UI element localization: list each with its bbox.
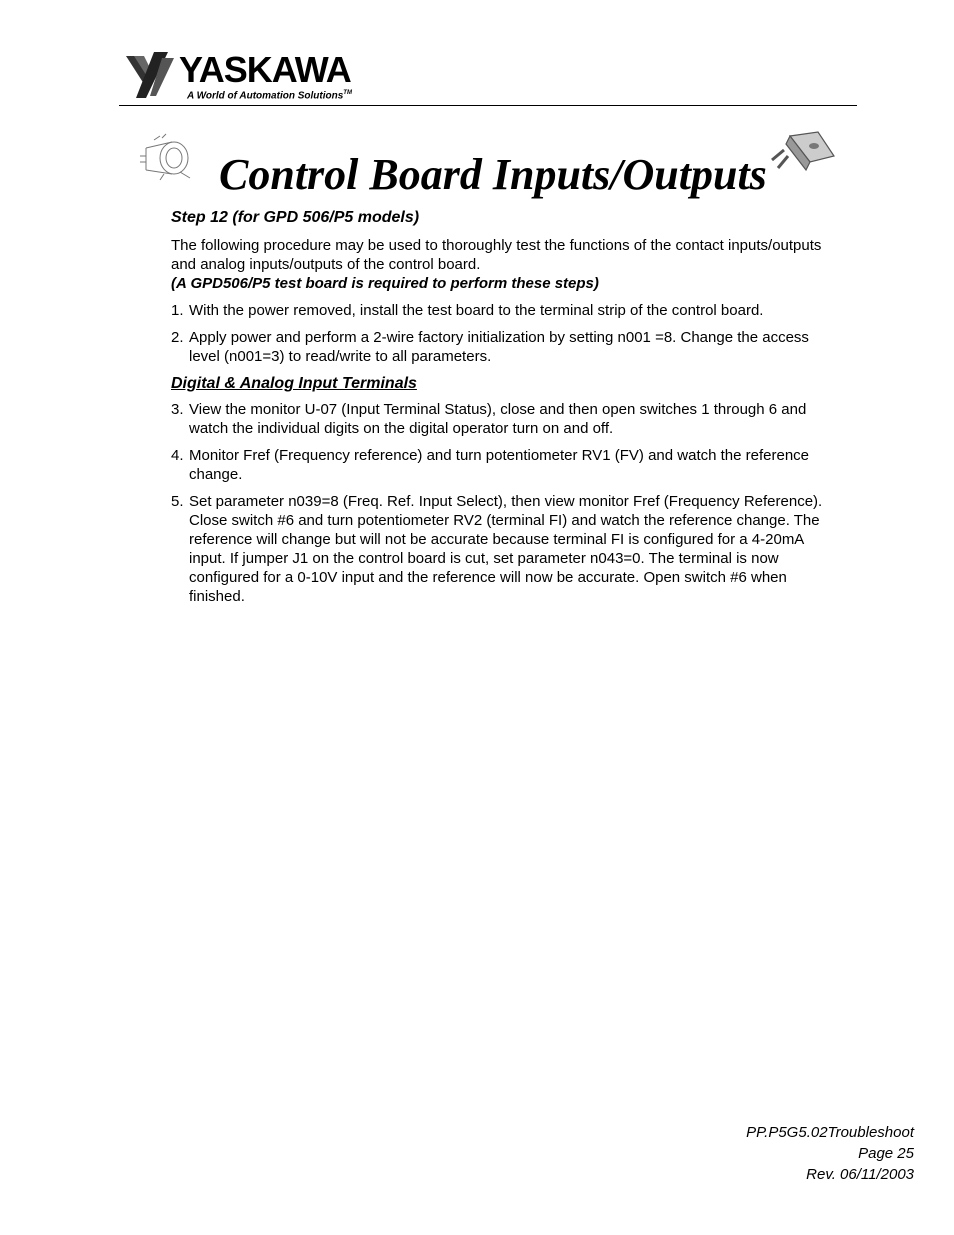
list-item [171,446,839,484]
list-item [171,492,839,606]
step-heading: Step 12 (for GPD 506/P5 models) [171,209,420,226]
list-item [171,328,839,366]
footer-revision: Rev. 06/11/2003 [806,1166,914,1183]
list-item-text: Monitor Fref (Frequency reference) and turn potentiometer RV1 (FV) and watch the reference change. [189,447,810,483]
list-item-text: View the monitor U-07 (Input Terminal Status), close and then open switches 1 through 6 and watch the individual digits on the digital operator turn on and off. [189,401,807,437]
list-item-number: 2. [171,329,184,346]
list-item [171,301,839,320]
list-item-text: Set parameter n039=8 (Freq. Ref. Input Select), then view monitor Fref (Frequency Reference). Close switch #6 and turn potentiometer RV2 (terminal FI) and watch the reference change. The reference will change but will not be accurate because terminal FI is configured for a 4-20mA input. If jumper J1 on the control board is cut, set parameter n043=0. The terminal is now configured for a 0-10V input and the reference will now be accurate. Open switch #6 when finished. [189,493,823,605]
page-footer [746,1122,914,1185]
logo-wordmark: YASKAWA [179,49,351,90]
header-rule [119,105,857,106]
list-item-number: 5. [171,493,184,510]
list-item [171,400,839,438]
list-item-text: With the power removed, install the test board to the terminal strip of the control board. [189,302,764,319]
requirement-note: (A GPD506/P5 test board is required to perform these steps) [171,275,599,292]
footer-page-number: Page 25 [858,1145,914,1162]
document-body [171,208,839,614]
yaskawa-logo-mark-icon [124,50,176,102]
list-item-number: 1. [171,302,184,319]
intro-paragraph: The following procedure may be used to thoroughly test the functions of the contact inputs/outputs and analog inputs/outputs of the control board. [171,237,822,273]
motor-icon [134,132,196,182]
section-heading: Digital & Analog Input Terminals [171,375,417,392]
page-title: Control Board Inputs/Outputs [219,150,767,199]
yaskawa-logo [124,50,374,106]
list-item-number: 4. [171,447,184,464]
plug-icon [770,130,838,178]
list-item-text: Apply power and perform a 2-wire factory initialization by setting n001 =8. Change the access level (n001=3) to read/write to all parameters. [189,329,809,365]
footer-doc-id: PP.P5G5.02Troubleshoot [746,1124,914,1141]
list-item-number: 3. [171,401,184,418]
logo-tagline: A World of Automation Solutions™ [187,90,352,102]
